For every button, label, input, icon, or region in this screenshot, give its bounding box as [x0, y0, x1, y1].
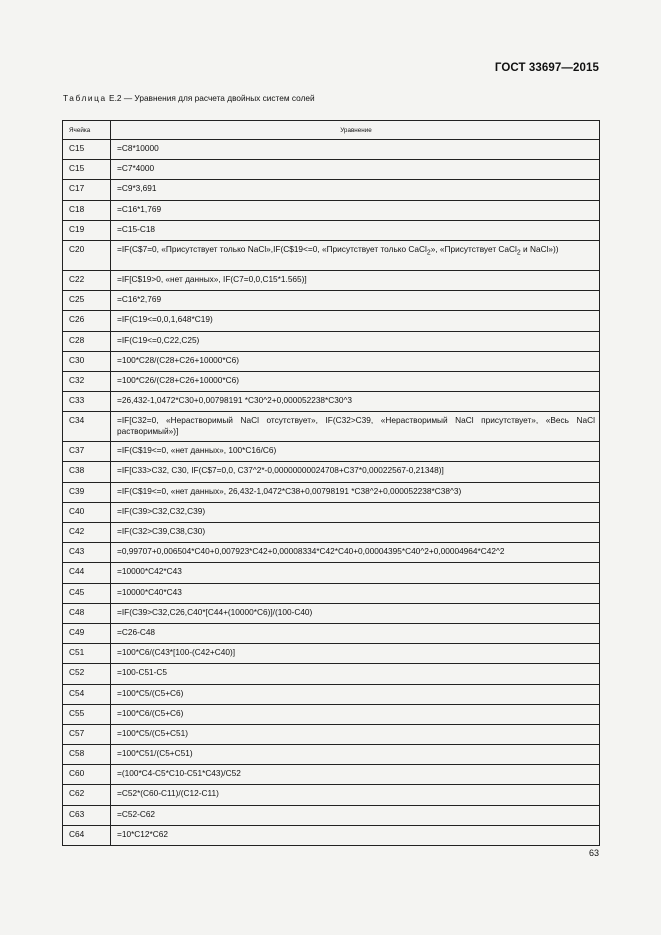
table-row: [63, 311, 600, 331]
formula: =IF(C$19<=0, «нет данных», 100*C16/C6): [111, 442, 600, 462]
formula: =IF(C39>C32,C32,C39): [111, 502, 600, 522]
cell-id: C54: [63, 684, 111, 704]
cell-id: C42: [63, 523, 111, 543]
table-row: [63, 180, 600, 200]
formula: =100*C26/(C28+C26+10000*C6): [111, 371, 600, 391]
cell-id: C18: [63, 200, 111, 220]
cell-id: C43: [63, 543, 111, 563]
table-caption-text: — Уравнения для расчета двойных систем солей: [123, 93, 315, 103]
equations-table: [62, 120, 600, 846]
cell-id: C33: [63, 392, 111, 412]
header-cell-column: Ячейка: [63, 121, 111, 140]
header-formula-column: Уравнение: [111, 121, 600, 140]
formula: =C16*2,769: [111, 291, 600, 311]
table-row: [63, 623, 600, 643]
table-row: [63, 462, 600, 482]
table-caption: [63, 93, 315, 103]
cell-id: C30: [63, 351, 111, 371]
formula: =C26-C48: [111, 623, 600, 643]
table-row: [63, 482, 600, 502]
table-row: [63, 442, 600, 462]
cell-id: C44: [63, 563, 111, 583]
table-row: [63, 523, 600, 543]
table-row: [63, 745, 600, 765]
formula: =C7*4000: [111, 160, 600, 180]
table-header-row: [63, 121, 600, 140]
formula: =10000*C42*C43: [111, 563, 600, 583]
cell-id: C25: [63, 291, 111, 311]
cell-id: C19: [63, 220, 111, 240]
cell-id: C51: [63, 644, 111, 664]
table-row: [63, 220, 600, 240]
formula: =IF[C33>C32, C30, IF(C$7=0,0, C37^2*-0,00000000024708+C37*0,00022567-0,21348)]: [111, 462, 600, 482]
table-row: [63, 291, 600, 311]
cell-id: C57: [63, 724, 111, 744]
formula: =IF(C19<=0,0,1,648*C19): [111, 311, 600, 331]
formula: =100*C6/(C5+C6): [111, 704, 600, 724]
table-row: [63, 644, 600, 664]
cell-id: C15: [63, 160, 111, 180]
cell-id: C20: [63, 240, 111, 270]
cell-id: C38: [63, 462, 111, 482]
formula: [111, 240, 600, 270]
cell-id: C63: [63, 805, 111, 825]
cell-id: C22: [63, 270, 111, 290]
cell-id: C34: [63, 412, 111, 442]
formula: =100-C51-C5: [111, 664, 600, 684]
formula: =0,99707+0,006504*C40+0,007923*C42+0,00008334*C42*C40+0,00004395*C40^2+0,00004964*C42^2: [111, 543, 600, 563]
formula: =100*C5/(C5+C51): [111, 724, 600, 744]
formula-subscript: 2: [516, 249, 521, 257]
formula: =10000*C40*C43: [111, 583, 600, 603]
formula: =IF(C$19<=0, «нет данных», 26,432-1,0472*C38+0,00798191 *C38^2+0,000052238*C38^3): [111, 482, 600, 502]
table-row: [63, 371, 600, 391]
table-row: [63, 603, 600, 623]
table-row: [63, 785, 600, 805]
cell-id: C55: [63, 704, 111, 724]
cell-id: C48: [63, 603, 111, 623]
formula: =C52*(C60-C11)/(C12-C11): [111, 785, 600, 805]
formula: =IF(C32>C39,C38,C30): [111, 523, 600, 543]
table-row: [63, 200, 600, 220]
table-row: [63, 724, 600, 744]
cell-id: C45: [63, 583, 111, 603]
cell-id: C60: [63, 765, 111, 785]
cell-id: C49: [63, 623, 111, 643]
cell-id: C40: [63, 502, 111, 522]
formula: =10*C12*C62: [111, 825, 600, 845]
formula-part: и NaCl»)): [520, 243, 559, 254]
cell-id: C26: [63, 311, 111, 331]
table-row: [63, 392, 600, 412]
formula: =100*C5/(C5+C6): [111, 684, 600, 704]
table-row: [63, 270, 600, 290]
table-row: [63, 240, 600, 270]
table-row: [63, 140, 600, 160]
formula: =100*C51/(C5+C51): [111, 745, 600, 765]
standard-designation: ГОСТ 33697—2015: [494, 62, 599, 74]
cell-id: C64: [63, 825, 111, 845]
cell-id: C32: [63, 371, 111, 391]
table-caption-number: Е.2: [109, 93, 122, 103]
cell-id: C52: [63, 664, 111, 684]
table-row: [63, 805, 600, 825]
formula: =IF[C32=0, «Нерастворимый NaCl отсутствует», IF(C32>C39, «Нерастворимый NaCl присутствует», «Весь NaCl растворимый»)]: [111, 412, 600, 442]
table-row: [63, 684, 600, 704]
cell-id: C58: [63, 745, 111, 765]
table-row: [63, 563, 600, 583]
formula: =26,432-1,0472*C30+0,00798191 *C30^2+0,000052238*C30^3: [111, 392, 600, 412]
cell-id: C62: [63, 785, 111, 805]
table-row: [63, 664, 600, 684]
formula-part: », «Присутствует CaCl: [430, 243, 517, 254]
formula: =C16*1,769: [111, 200, 600, 220]
cell-id: C17: [63, 180, 111, 200]
table-row: [63, 704, 600, 724]
table-row: [63, 543, 600, 563]
cell-id: C39: [63, 482, 111, 502]
formula-part: =IF(C$7=0, «Присутствует только NaCl»,IF(C$19<=0, «Присутствует только CaCl: [117, 243, 427, 254]
table-row: [63, 412, 600, 442]
formula-subscript: 2: [426, 249, 431, 257]
formula: =C15-C18: [111, 220, 600, 240]
table-caption-label: Таблица: [63, 93, 107, 103]
table-row: [63, 825, 600, 845]
table-row: [63, 502, 600, 522]
formula: =100*C28/(C28+C26+10000*C6): [111, 351, 600, 371]
cell-id: C37: [63, 442, 111, 462]
formula: =100*C6/(C43*[100-(C42+C40)]: [111, 644, 600, 664]
formula: =(100*C4-C5*C10-C51*C43)/C52: [111, 765, 600, 785]
formula: =C9*3,691: [111, 180, 600, 200]
formula: =C52-C62: [111, 805, 600, 825]
table-row: [63, 160, 600, 180]
table-row: [63, 351, 600, 371]
cell-id: C15: [63, 140, 111, 160]
cell-id: C28: [63, 331, 111, 351]
page-number: 63: [588, 848, 599, 858]
table-row: [63, 331, 600, 351]
table-row: [63, 583, 600, 603]
formula: =IF(C19<=0,C22,C25): [111, 331, 600, 351]
table-row: [63, 765, 600, 785]
formula: =C8*10000: [111, 140, 600, 160]
formula: =IF(C39>C32,C26,C40*[C44+(10000*C6)]/(100-C40): [111, 603, 600, 623]
formula: =IF[C$19>0, «нет данных», IF(C7=0,0,C15*1.565)]: [111, 270, 600, 290]
